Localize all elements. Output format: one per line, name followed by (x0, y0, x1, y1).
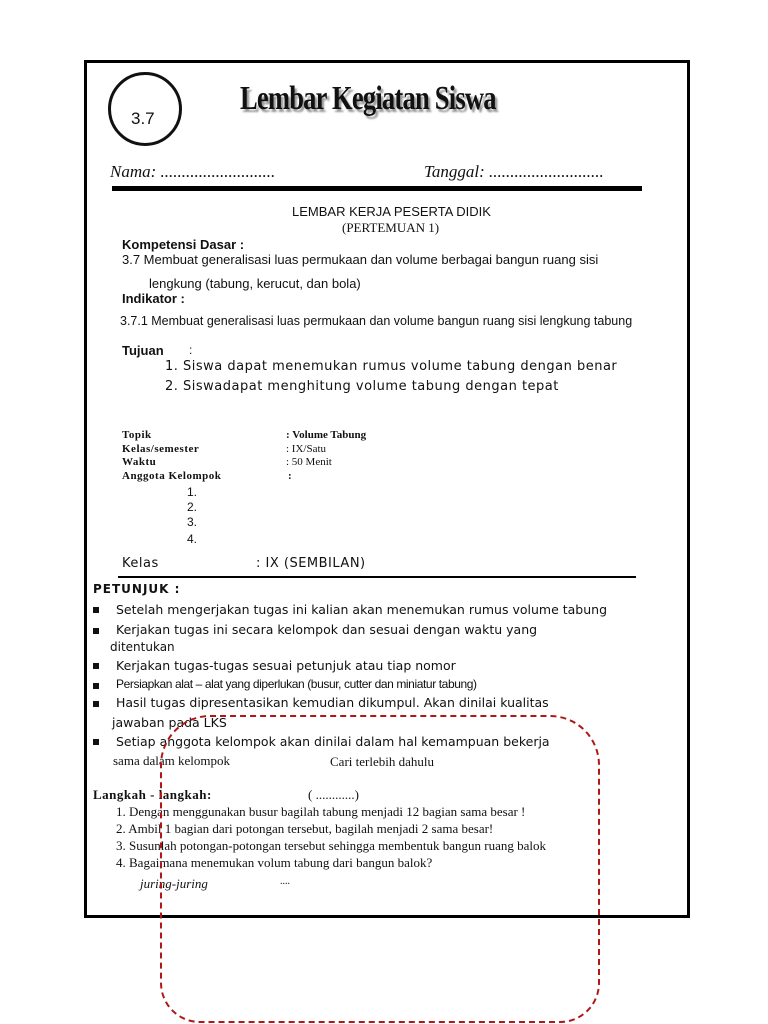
bullet-icon (93, 663, 99, 669)
tujuan-label: Tujuan (122, 343, 164, 358)
number-badge (108, 72, 182, 146)
info-value: : IX/Satu (286, 443, 327, 455)
petunjuk-label: PETUNJUK : (93, 582, 181, 596)
langkah-item: 1. Dengan menggunakan busur bagilah tabung menjadi 12 bagian sama besar ! (116, 804, 526, 819)
member-slot[interactable]: 4. (187, 532, 198, 546)
info-value: : 50 Menit (286, 456, 332, 468)
divider (118, 576, 636, 578)
petunjuk-item: jawaban pada LKS (112, 715, 227, 730)
bullet-icon (93, 683, 99, 689)
kd-label: Kompetensi Dasar : (122, 237, 245, 252)
bullet-icon (93, 739, 99, 745)
bullet-icon (93, 701, 99, 707)
lkpd-title: LEMBAR KERJA PESERTA DIDIK (292, 204, 491, 219)
member-slot[interactable]: 1. (187, 485, 198, 499)
badge-number: 3.7 (131, 109, 155, 128)
kd-line2: lengkung (tabung, kerucut, dan bola) (149, 276, 361, 291)
tujuan-item: 1. Siswa dapat menemukan rumus volume tabung dengan benar (165, 359, 618, 374)
petunjuk-item: sama dalam kelompok (113, 753, 230, 768)
info-value: : Volume Tabung (286, 429, 367, 441)
indikator-text: 3.7.1 Membuat generalisasi luas permukaan dan volume bangun ruang sisi lengkung tabung (120, 314, 633, 328)
member-slot[interactable]: 3. (187, 515, 198, 529)
kelas-value: : IX (SEMBILAN) (256, 556, 366, 571)
nama-field[interactable]: Nama: ........................... (110, 162, 276, 181)
member-slot[interactable]: 2. (187, 500, 198, 514)
info-label: Topik (122, 429, 152, 441)
langkah-item: 2. Ambil 1 bagian dari potongan tersebut, bagilah menjadi 2 sama besar! (116, 821, 494, 836)
petunjuk-item: ditentukan (110, 640, 175, 654)
langkah-item: 4. Bagaimana menemukan volum tabung dari bangun balok? (116, 855, 433, 870)
petunjuk-item: Persiapkan alat – alat yang diperlukan (busur, cutter dan miniatur tabung) (116, 677, 477, 691)
langkah-blank[interactable]: ( ............) (308, 787, 359, 802)
answer-dots: .... (280, 876, 290, 887)
info-label: Kelas/semester (122, 443, 200, 455)
tujuan-colon: : (189, 343, 193, 357)
langkah-item: 3. Susunlah potongan-potongan tersebut sehingga membentuk bangun ruang balok (116, 838, 547, 853)
petunjuk-item: Setelah mengerjakan tugas ini kalian akan menemukan rumus volume tabung (116, 602, 608, 617)
petunjuk-item: Kerjakan tugas ini secara kelompok dan sesuai dengan waktu yang (116, 622, 538, 637)
divider (112, 186, 642, 191)
langkah-label: Langkah - langkah: (93, 787, 212, 802)
lkpd-subtitle: (PERTEMUAN 1) (342, 220, 440, 235)
indikator-label: Indikator : (122, 291, 185, 306)
petunjuk-item: Setiap anggota kelompok akan dinilai dalam hal kemampuan bekerja (116, 734, 550, 749)
dashed-cut-outline (160, 715, 600, 1023)
info-value: : (288, 470, 292, 482)
overlay-note: Cari terlebih dahulu (330, 754, 434, 769)
info-label: Waktu (122, 456, 157, 468)
tanggal-field[interactable]: Tanggal: ........................... (424, 162, 604, 181)
bullet-icon (93, 607, 99, 613)
page-title: Lembar Kegiatan Siswa (240, 80, 496, 117)
kelas-label: Kelas (122, 556, 159, 571)
bullet-icon (93, 628, 99, 634)
tujuan-item: 2. Siswadapat menghitung volume tabung dengan tepat (165, 379, 559, 394)
petunjuk-item: Hasil tugas dipresentasikan kemudian dikumpul. Akan dinilai kualitas (116, 695, 549, 710)
kd-line1: 3.7 Membuat generalisasi luas permukaan dan volume berbagai bangun ruang sisi (122, 252, 599, 267)
info-label: Anggota Kelompok (122, 470, 222, 482)
overlay-note: juring-juring (140, 876, 208, 891)
petunjuk-item: Kerjakan tugas-tugas sesuai petunjuk atau tiap nomor (116, 658, 456, 673)
